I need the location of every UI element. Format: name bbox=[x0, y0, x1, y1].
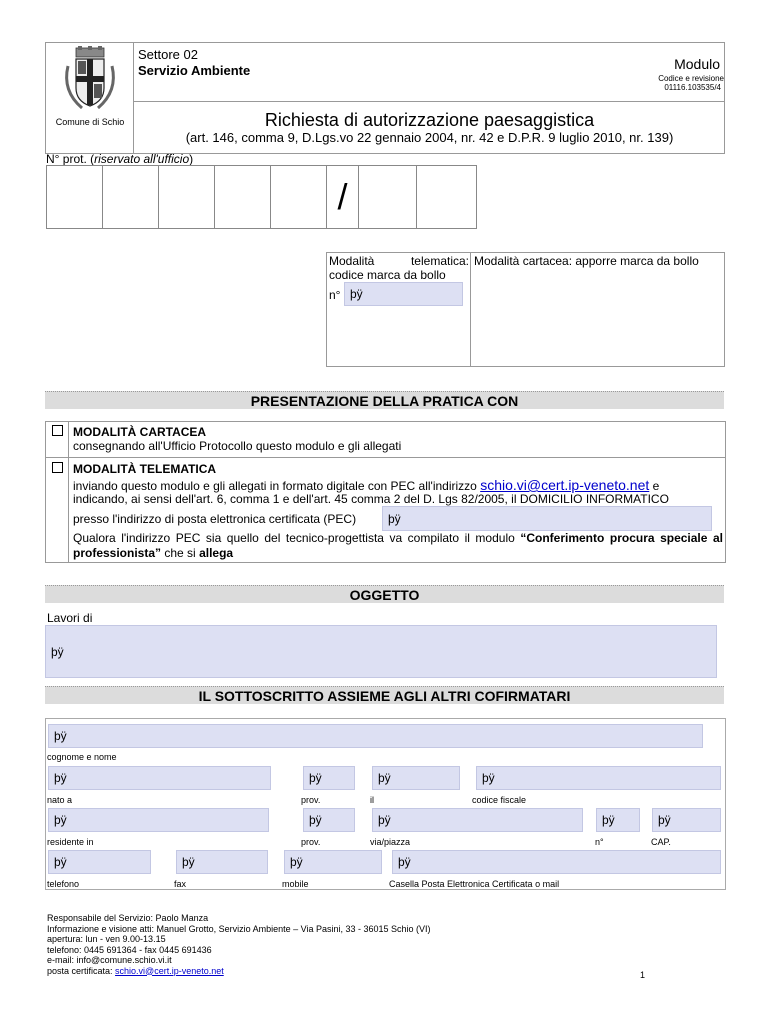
section-heading-presentation: PRESENTAZIONE DELLA PRATICA CON bbox=[45, 391, 724, 409]
protocol-grid bbox=[46, 165, 477, 229]
paper-mode-text: consegnando all'Ufficio Protocollo questo modulo e gli allegati bbox=[73, 439, 402, 453]
lavori-field[interactable]: þÿ bbox=[45, 625, 717, 678]
municipality-logo bbox=[60, 46, 120, 114]
telematic-mode-title: MODALITÀ TELEMATICA bbox=[73, 462, 217, 476]
service-label: Servizio Ambiente bbox=[138, 63, 251, 78]
protocol-cell bbox=[271, 166, 327, 228]
page-title: Richiesta di autorizzazione paesaggistica bbox=[264, 110, 595, 130]
paper-mode-title: MODALITÀ CARTACEA bbox=[73, 425, 207, 439]
residente-prov-field[interactable]: þÿ bbox=[303, 808, 355, 832]
footer-pec: posta certificata: schio.vi@cert.ip-veneto.net bbox=[47, 965, 224, 976]
footer-responsible: Responsabile del Servizio: Paolo Manza bbox=[47, 913, 209, 923]
page-subtitle: (art. 146, comma 9, D.Lgs.vo 22 gennaio 2004, nr. 42 e D.P.R. 9 luglio 2010, nr. 139) bbox=[185, 130, 674, 145]
via-piazza-label: via/piazza bbox=[370, 837, 411, 847]
stamp-paper-label: Modalità cartacea: apporre marca da bollo bbox=[474, 254, 699, 268]
via-piazza-field[interactable]: þÿ bbox=[372, 808, 583, 832]
footer bbox=[47, 913, 431, 976]
pec-mail-field[interactable]: þÿ bbox=[392, 850, 721, 874]
pec-label: presso l'indirizzo di posta elettronica certificata (PEC) bbox=[73, 512, 357, 526]
telematic-mode-text-2: indicando, ai sensi dell'art. 6, comma 1 e dell'art. 45 comma 2 del D. Lgs 82/2005, il DOMICILIO INFORMATICO bbox=[73, 492, 669, 506]
footer-info: Informazione e visione atti: Manuel Grotto, Servizio Ambiente – Via Pasini, 33 - 36015 Schio (VI) bbox=[47, 923, 431, 934]
fax-field[interactable]: þÿ bbox=[176, 850, 268, 874]
logo-caption: Comune di Schio bbox=[55, 117, 125, 127]
protocol-slash-cell: / bbox=[327, 166, 359, 228]
mobile-label: mobile bbox=[282, 879, 309, 889]
stamp-divider bbox=[470, 252, 471, 367]
presentation-row-divider bbox=[45, 457, 726, 458]
footer-phone: telefono: 0445 691364 - fax 0445 691436 bbox=[47, 944, 212, 955]
cognome-nome-field[interactable]: þÿ bbox=[48, 724, 703, 748]
protocol-cell bbox=[103, 166, 159, 228]
residente-prov-label: prov. bbox=[301, 837, 321, 847]
pec-field[interactable]: þÿ bbox=[382, 506, 712, 531]
paper-mode-checkbox[interactable] bbox=[52, 425, 63, 436]
telematic-mode-checkbox[interactable] bbox=[52, 462, 63, 473]
revision-code-value: 01116.103535/4 bbox=[664, 83, 721, 92]
mobile-field[interactable]: þÿ bbox=[284, 850, 382, 874]
nato-prov-field[interactable]: þÿ bbox=[303, 766, 355, 790]
protocol-cell bbox=[159, 166, 215, 228]
telefono-label: telefono bbox=[47, 879, 80, 889]
stamp-number-prefix: n° bbox=[329, 288, 341, 302]
protocol-cell bbox=[215, 166, 271, 228]
protocol-label: N° prot. (riservato all'ufficio) bbox=[46, 152, 194, 166]
professional-note: Qualora l'indirizzo PEC sia quello del tecnico-progettista va compilato il modulo “Conferimento procura speciale al professionista” che si allega bbox=[73, 531, 723, 560]
telefono-field[interactable]: þÿ bbox=[48, 850, 151, 874]
residente-in-field[interactable]: þÿ bbox=[48, 808, 269, 832]
residente-in-label: residente in bbox=[47, 837, 94, 847]
numero-civico-field[interactable]: þÿ bbox=[596, 808, 640, 832]
stamp-telematic-label: Modalità telematica: codice marca da bollo bbox=[329, 254, 469, 282]
nato-il-field[interactable]: þÿ bbox=[372, 766, 460, 790]
telematic-mode-text: inviando questo modulo e gli allegati in formato digitale con PEC all'indirizzo schio.vi@cert.ip-veneto.net e bbox=[73, 477, 660, 493]
nato-il-label: il bbox=[370, 795, 374, 805]
nato-a-label: nato a bbox=[47, 795, 73, 805]
lavori-label: Lavori di bbox=[47, 611, 93, 625]
header-horizontal-divider bbox=[133, 101, 725, 102]
sector-label: Settore 02 bbox=[138, 47, 198, 62]
section-heading-sottoscritto: IL SOTTOSCRITTO ASSIEME AGLI ALTRI COFIRMATARI bbox=[45, 686, 724, 704]
nato-prov-label: prov. bbox=[301, 795, 321, 805]
section-heading-oggetto: OGGETTO bbox=[45, 585, 724, 603]
cognome-nome-label: cognome e nome bbox=[47, 752, 117, 762]
module-label: Modulo bbox=[674, 56, 720, 72]
nato-a-field[interactable]: þÿ bbox=[48, 766, 271, 790]
page-number: 1 bbox=[640, 970, 646, 980]
presentation-col-divider bbox=[68, 421, 69, 563]
numero-civico-label: n° bbox=[595, 837, 604, 847]
footer-hours: apertura: lun - ven 9.00-13.15 bbox=[47, 934, 166, 944]
protocol-cell bbox=[359, 166, 417, 228]
codice-fiscale-label: codice fiscale bbox=[472, 795, 527, 805]
cap-label: CAP. bbox=[651, 837, 671, 847]
pec-mail-label: Casella Posta Elettronica Certificata o mail bbox=[389, 879, 560, 889]
footer-pec-link[interactable]: schio.vi@cert.ip-veneto.net bbox=[115, 965, 224, 976]
protocol-cell bbox=[47, 166, 103, 228]
stamp-number-field[interactable]: þÿ bbox=[344, 282, 463, 306]
fax-label: fax bbox=[174, 879, 187, 889]
protocol-cell bbox=[417, 166, 476, 228]
pec-address-link[interactable]: schio.vi@cert.ip-veneto.net bbox=[480, 477, 650, 493]
cap-field[interactable]: þÿ bbox=[652, 808, 721, 832]
footer-email: e-mail: info@comune.schio.vi.it bbox=[47, 955, 172, 965]
codice-fiscale-field[interactable]: þÿ bbox=[476, 766, 721, 790]
revision-code-label: Codice e revisione bbox=[658, 74, 724, 83]
